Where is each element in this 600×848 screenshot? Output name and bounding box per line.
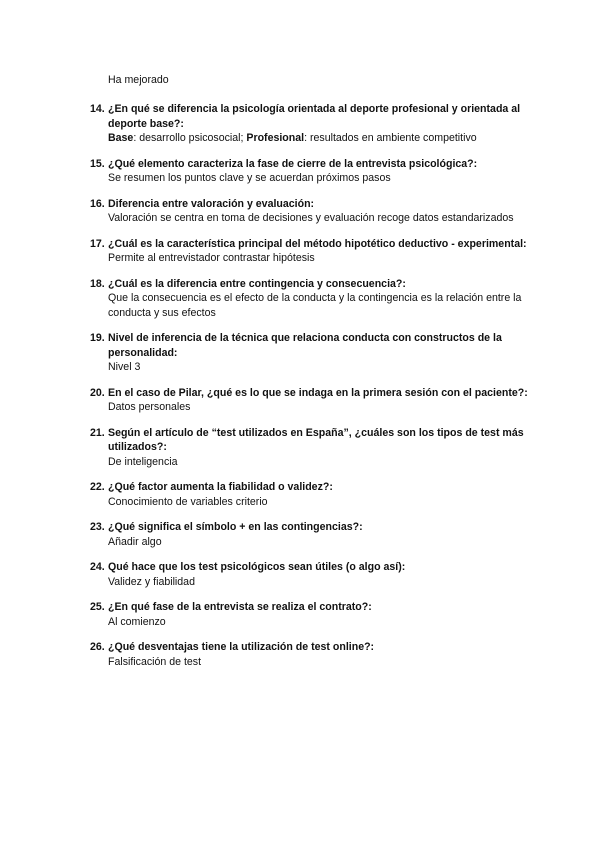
question-text: ¿Qué factor aumenta la fiabilidad o validez?: [108, 481, 333, 493]
question-item [90, 157, 530, 186]
question-item [90, 520, 530, 549]
question-text: Nivel de inferencia de la técnica que relaciona conducta con constructos de la personalidad: [108, 332, 502, 359]
answer-text [108, 291, 530, 320]
answer-segment: Que la consecuencia es el efecto de la conducta y la contingencia es la relación entre la conducta y sus efectos [108, 292, 522, 319]
answer-segment: Al comienzo [108, 615, 166, 628]
answer-segment: Datos personales [108, 401, 191, 413]
question-text: ¿En qué fase de la entrevista se realiza el contrato?: [108, 601, 372, 613]
answer-text [108, 495, 530, 510]
question-item [90, 102, 530, 146]
answer-text [108, 211, 530, 226]
question-text: Qué hace que los test psicológicos sean útiles (o algo así): [108, 561, 406, 573]
question-item [90, 197, 530, 226]
question-item [90, 237, 530, 266]
question-text: Diferencia entre valoración y evaluación: [108, 197, 315, 210]
question-number: 20. [90, 386, 105, 399]
question-number: 17. [90, 237, 105, 250]
question-number: 21. [90, 426, 105, 439]
question-item [90, 560, 530, 589]
answer-label: Base [108, 132, 134, 144]
answer-segment: Añadir algo [108, 535, 162, 548]
question-text: ¿Cuál es la diferencia entre contingencia y consecuencia?: [108, 277, 406, 290]
answer-text [108, 360, 530, 375]
answer-text [108, 400, 530, 415]
answer-segment: Se resumen los puntos clave y se acuerdan próximos pasos [108, 172, 391, 184]
question-item [90, 480, 530, 509]
lead-answer: Ha mejorado [108, 74, 169, 86]
question-item [90, 386, 530, 415]
question-text: ¿Qué significa el símbolo + en las contingencias?: [108, 521, 363, 533]
answer-segment: Falsificación de test [108, 655, 202, 668]
question-number: 26. [90, 641, 105, 653]
answer-segment: De inteligencia [108, 455, 178, 468]
answer-segment: Valoración se centra en toma de decisiones y evaluación recoge datos estandarizados [108, 212, 514, 224]
answer-text [108, 575, 530, 590]
question-text: ¿Qué elemento caracteriza la fase de cierre de la entrevista psicológica?: [108, 157, 478, 170]
answer-text [108, 131, 530, 146]
question-number: 15. [90, 157, 105, 170]
question-list [90, 102, 530, 669]
question-number: 22. [90, 481, 105, 493]
answer-text [108, 251, 530, 266]
answer-segment: Validez y fiabilidad [108, 575, 195, 588]
question-item [90, 600, 530, 629]
question-item [90, 426, 530, 470]
question-text: ¿En qué se diferencia la psicología orientada al deporte profesional y orientada al deporte base?: [108, 103, 521, 130]
question-text: En el caso de Pilar, ¿qué es lo que se indaga en la primera sesión con el paciente?: [108, 386, 528, 399]
question-number: 19. [90, 332, 105, 344]
answer-text [108, 655, 530, 670]
answer-segment: Permite al entrevistador contrastar hipótesis [108, 252, 315, 264]
question-item [90, 331, 530, 375]
answer-text [108, 171, 530, 186]
question-item [90, 640, 530, 669]
answer-segment: Nivel 3 [108, 361, 141, 373]
question-number: 18. [90, 277, 105, 290]
answer-text [108, 535, 530, 550]
question-number: 25. [90, 601, 105, 613]
question-number: 14. [90, 103, 105, 115]
answer-segment: Conocimiento de variables criterio [108, 495, 268, 508]
answer-text [108, 615, 530, 630]
answer-text [108, 455, 530, 470]
question-number: 16. [90, 197, 105, 210]
answer-label: Profesional [246, 132, 305, 144]
question-text: Según el artículo de “test utilizados en España”, ¿cuáles son los tipos de test más utilizados?: [108, 426, 524, 453]
question-text: ¿Cuál es la característica principal del método hipotético deductivo - experimental: [108, 237, 527, 250]
question-item [90, 277, 530, 321]
question-number: 23. [90, 521, 105, 533]
question-text: ¿Qué desventajas tiene la utilización de test online?: [108, 641, 375, 653]
question-number: 24. [90, 561, 105, 573]
answer-segment: : resultados en ambiente competitivo [304, 132, 477, 144]
answer-segment: : desarrollo psicosocial; [133, 132, 247, 144]
